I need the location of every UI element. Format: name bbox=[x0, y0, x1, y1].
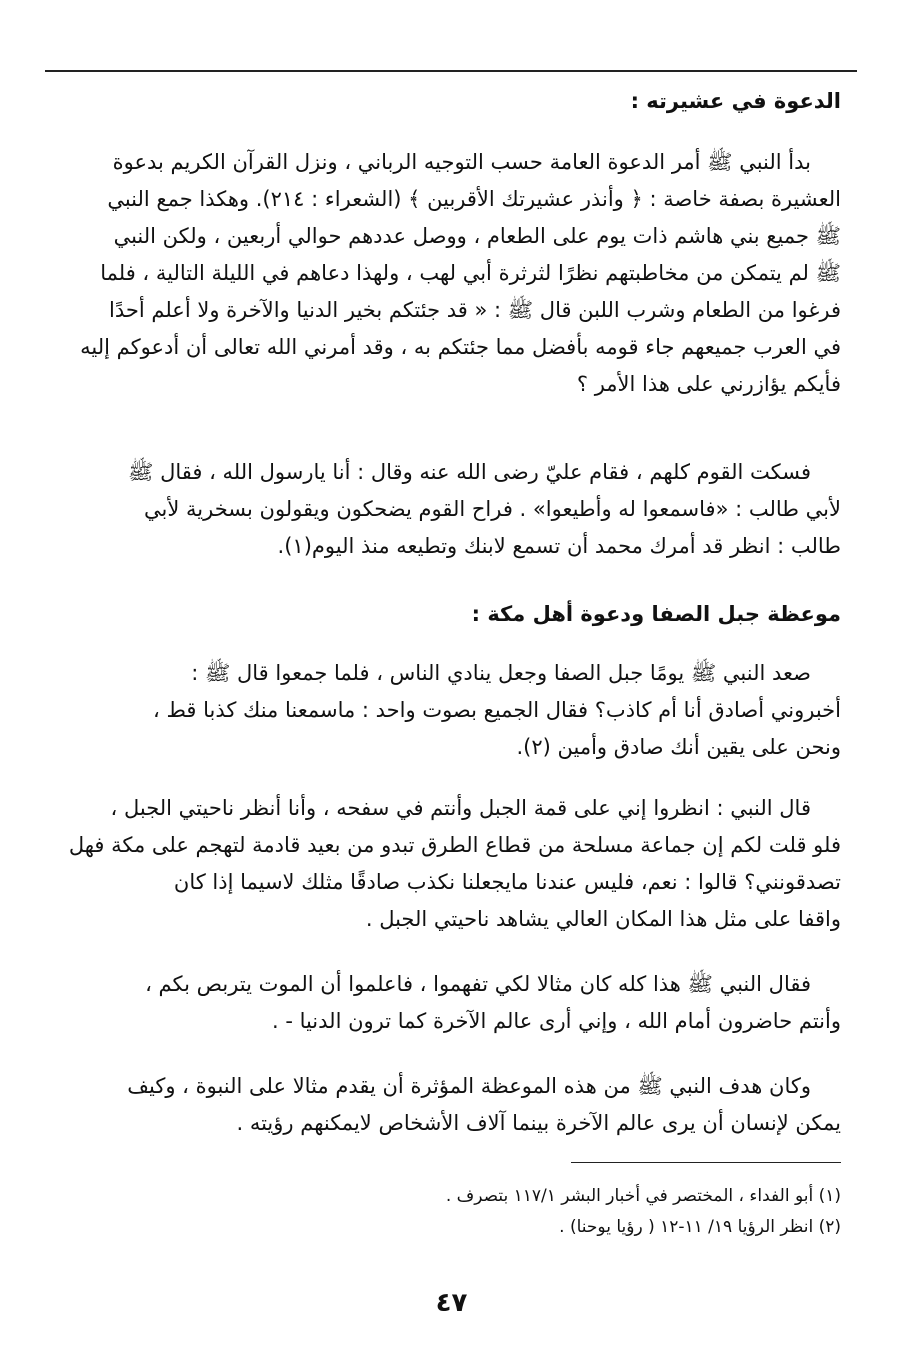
text-line: تصدقونني؟ قالوا : نعم، فليس عندنا مايجعلنا نكذب صادقًا مثلك لاسيما إذا كان bbox=[173, 870, 841, 894]
section-heading-clan: الدعوة في عشيرته : bbox=[630, 89, 841, 113]
top-rule bbox=[45, 70, 857, 72]
paragraph-purpose bbox=[59, 1068, 841, 1142]
text-line: أخبروني أصادق أنا أم كاذب؟ فقال الجميع بصوت واحد : ماسمعنا منك كذبا قط ، bbox=[152, 698, 841, 722]
page-number: ٤٧ bbox=[435, 1288, 468, 1318]
paragraph-ali-response bbox=[59, 454, 841, 565]
text-line: فلو قلت لكم إن جماعة مسلحة من قطاع الطرق تبدو من بعيد قادمة لتهجم على مكة فهل bbox=[68, 833, 841, 857]
paragraph-safa-call bbox=[59, 655, 841, 766]
text-line: بدأ النبي ﷺ أمر الدعوة العامة حسب التوجيه الرباني ، ونزل القرآن الكريم بدعوة bbox=[112, 150, 811, 174]
text-line: وأنتم حاضرون أمام الله ، وإني أرى عالم الآخرة كما ترون الدنيا - . bbox=[271, 1009, 841, 1033]
text-line: طالب : انظر قد أمرك محمد أن تسمع لابنك وتطيعه منذ اليوم(١). bbox=[277, 534, 841, 558]
footnote-1: (١) أبو الفداء ، المختصر في أخبار البشر ١١٧/١ بتصرف . bbox=[445, 1186, 841, 1206]
text-line: فأيكم يؤازرني على هذا الأمر ؟ bbox=[576, 372, 841, 396]
text-line: ﷺ جميع بني هاشم ذات يوم على الطعام ، ووصل عددهم حوالي أربعين ، ولكن النبي bbox=[113, 224, 841, 248]
footnote-separator bbox=[571, 1162, 841, 1163]
paragraph-warning bbox=[59, 966, 841, 1040]
text-line: فسكت القوم كلهم ، فقام عليّ رضى الله عنه وقال : أنا يارسول الله ، فقال ﷺ bbox=[128, 460, 811, 484]
text-line: صعد النبي ﷺ يومًا جبل الصفا وجعل ينادي الناس ، فلما جمعوا قال ﷺ : bbox=[191, 661, 811, 685]
text-line: لأبي طالب : «فاسمعوا له وأطيعوا» . فراح القوم يضحكون ويقولون بسخرية لأبي bbox=[144, 497, 841, 521]
text-line: ونحن على يقين أنك صادق وأمين (٢). bbox=[516, 735, 841, 759]
text-line: واقفا على مثل هذا المكان العالي يشاهد ناحيتي الجبل . bbox=[365, 907, 841, 931]
text-line: فرغوا من الطعام وشرب اللبن قال ﷺ : « قد جئتكم بخير الدنيا والآخرة ولا أعلم أحدًا bbox=[109, 298, 841, 322]
text-line: فقال النبي ﷺ هذا كله كان مثالا لكي تفهموا ، فاعلموا أن الموت يتربص بكم ، bbox=[145, 972, 811, 996]
paragraph-prophet-speech bbox=[59, 790, 841, 938]
paragraph-clan-invitation bbox=[59, 144, 841, 403]
text-line: العشيرة بصفة خاصة : ﴿ وأنذر عشيرتك الأقربين ﴾ (الشعراء : ٢١٤). وهكذا جمع النبي bbox=[107, 187, 841, 211]
section-heading-safa: موعظة جبل الصفا ودعوة أهل مكة : bbox=[471, 602, 841, 626]
text-line: وكان هدف النبي ﷺ من هذه الموعظة المؤثرة أن يقدم مثالا على النبوة ، وكيف bbox=[127, 1074, 811, 1098]
footnote-2: (٢) انظر الرؤيا ١٩/ ١١-١٢ ( رؤيا يوحنا) . bbox=[559, 1217, 841, 1237]
text-line: يمكن لإنسان أن يرى عالم الآخرة بينما آلاف الأشخاص لايمكنهم رؤيته . bbox=[236, 1111, 841, 1135]
text-line: في العرب جميعهم جاء قومه بأفضل مما جئتكم به ، وقد أمرني الله تعالى أن أدعوكم إليه bbox=[80, 335, 841, 359]
text-line: ﷺ لم يتمكن من مخاطبتهم نظرًا لثرثرة أبي لهب ، ولهذا دعاهم في الليلة التالية ، فلما bbox=[100, 261, 841, 285]
text-line: قال النبي : انظروا إني على قمة الجبل وأنتم في سفحه ، وأنا أنظر ناحيتي الجبل ، bbox=[110, 796, 811, 820]
